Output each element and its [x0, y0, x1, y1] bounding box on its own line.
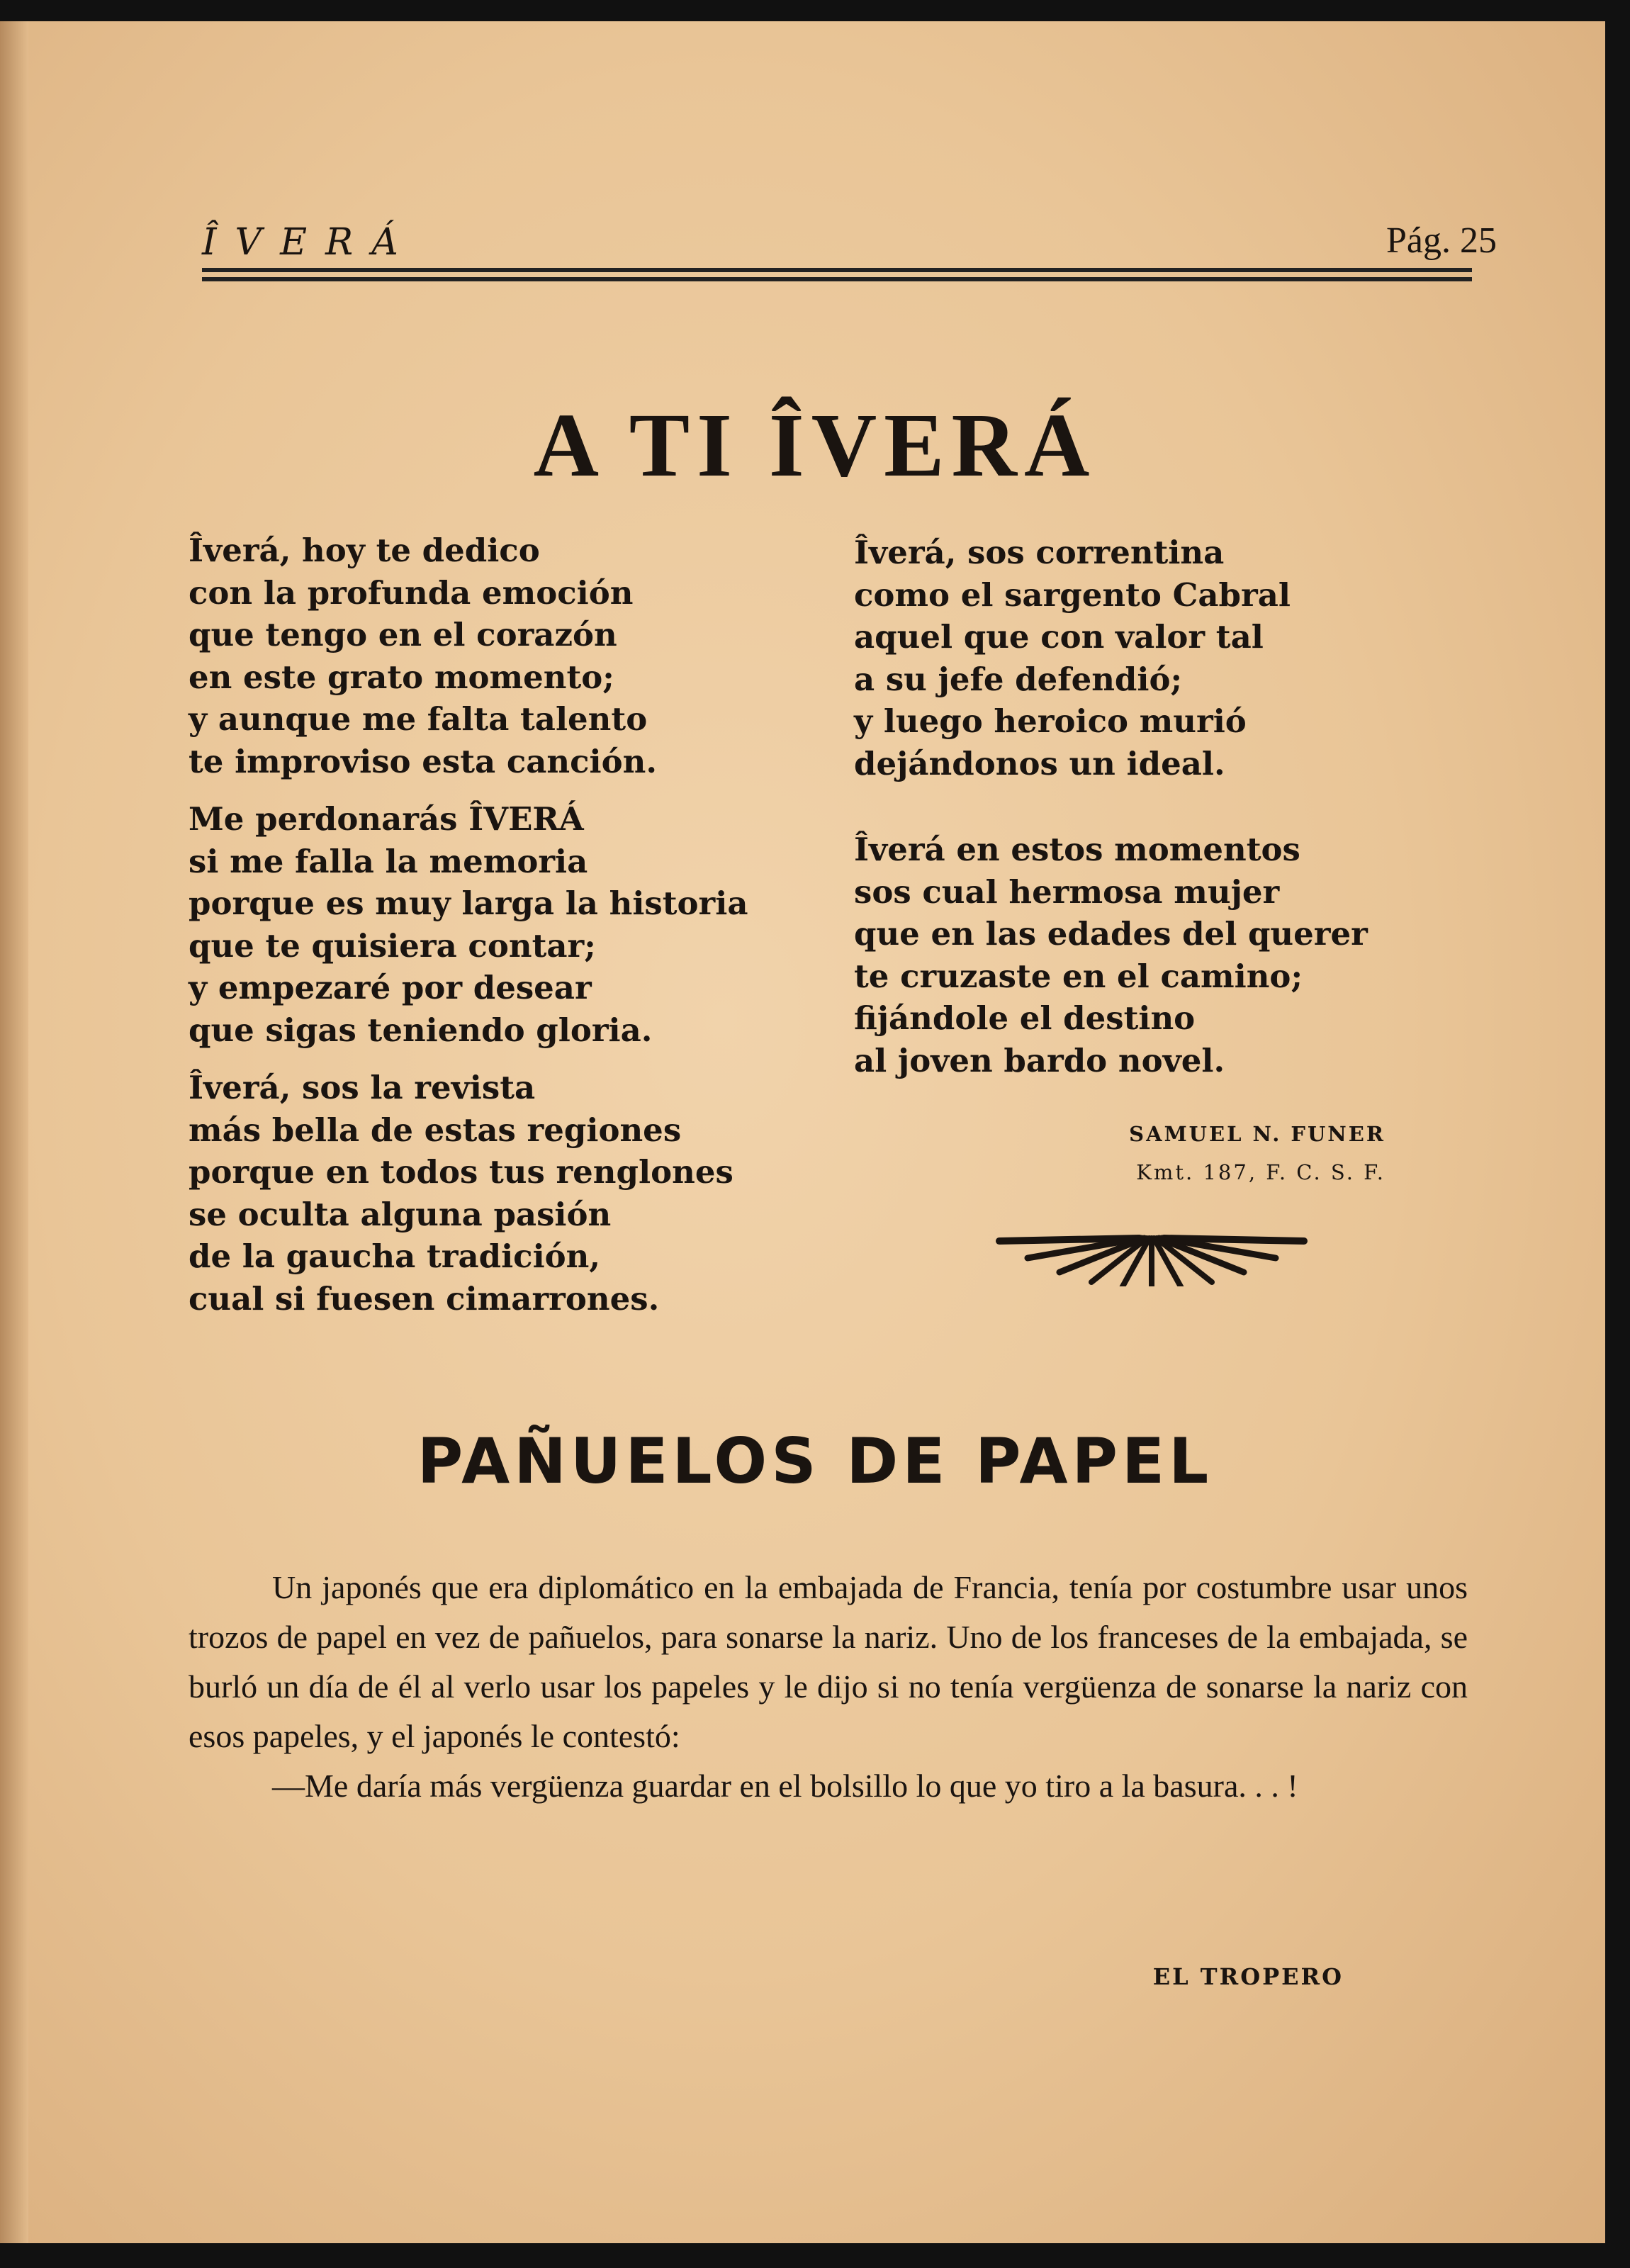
- poem-line: te cruzaste en el camino;: [854, 957, 1303, 995]
- poem-line: que sigas teniendo gloria.: [189, 1011, 653, 1049]
- poem-line: como el sargento Cabral: [854, 576, 1291, 614]
- poem-line: fijándole el destino: [854, 999, 1196, 1037]
- sunburst-ornament-icon: [992, 1230, 1311, 1286]
- header-rule-top: [202, 268, 1472, 272]
- poem-line: que te quisiera contar;: [189, 926, 596, 965]
- poem-line: Îverá en estos momentos: [854, 831, 1300, 868]
- poem-line: y luego heroico murió: [854, 702, 1247, 740]
- poem-line: que en las edades del querer: [854, 915, 1368, 953]
- poem-right-column: [854, 532, 1368, 1097]
- poem-stanza: [854, 829, 1368, 1082]
- article-paragraph: Un japonés que era diplomático en la embajada de Francia, tenía por costumbre usar unos trozos de papel en vez de pañuelos, para sonarse la nariz. Uno de los franceses de la embajada, se burló un día de él al verlo usar los papeles y le dijo si no tenía vergüenza de sonarse la nariz con esos papeles, y el japonés le contestó:: [189, 1569, 1468, 1754]
- running-header-magazine: ÎVERÁ: [202, 221, 417, 264]
- poem-line: si me falla la memoria: [189, 842, 588, 880]
- poem-left-column: [189, 529, 748, 1335]
- poem-stanza: [189, 1067, 748, 1320]
- poem-line: de la gaucha tradición,: [189, 1237, 601, 1275]
- article-paragraph: —Me daría más vergüenza guardar en el bolsillo lo que yo tiro a la basura. . . !: [272, 1768, 1298, 1804]
- poem-line: Îverá, hoy te dedico: [189, 532, 540, 569]
- poem-line: y empezaré por desear: [189, 969, 592, 1006]
- poem-line: Me perdonarás ÎVERÁ: [189, 800, 584, 838]
- poem-line: aquel que con valor tal: [854, 618, 1264, 656]
- poem-line: sos cual hermosa mujer: [854, 872, 1280, 911]
- article-title: PAÑUELOS DE PAPEL: [417, 1425, 1213, 1498]
- poem-line: con la profunda emoción: [189, 573, 634, 612]
- poem-line: dejándonos un ideal.: [854, 744, 1225, 782]
- poem-line: más bella de estas regiones: [189, 1111, 682, 1149]
- ornament-ray: [1164, 1238, 1304, 1241]
- article-body: [189, 1563, 1468, 1811]
- page-number: Pág. 25: [1386, 220, 1497, 261]
- poem-stanza: [189, 798, 748, 1051]
- poem-line: Îverá, sos la revista: [189, 1069, 536, 1106]
- poem-line: se oculta alguna pasión: [189, 1195, 612, 1233]
- poem-line: porque es muy larga la historia: [189, 885, 748, 922]
- poem-stanza: [854, 532, 1368, 785]
- poem-line: porque en todos tus renglones: [189, 1153, 734, 1191]
- poem-title: A TI ÎVERÁ: [533, 395, 1097, 495]
- poem-line: cual si fuesen cimarrones.: [189, 1279, 660, 1318]
- poem-line: Îverá, sos correntina: [854, 534, 1225, 571]
- poem-author: SAMUEL N. FUNER: [1129, 1122, 1386, 1146]
- poem-line: a su jefe defendió;: [854, 660, 1183, 698]
- poem-line: que tengo en el corazón: [189, 616, 617, 653]
- poem-line: y aunque me falta talento: [189, 700, 648, 738]
- poem-line: al joven bardo novel.: [854, 1041, 1225, 1079]
- poem-author-place: Kmt. 187, F. C. S. F.: [1136, 1160, 1386, 1184]
- poem-line: en este grato momento;: [189, 658, 614, 696]
- poem-stanza: [189, 529, 748, 782]
- article-signoff: EL TROPERO: [1152, 1963, 1344, 1990]
- header-rule-bottom: [202, 277, 1472, 281]
- page-spine-shadow: [0, 21, 28, 2243]
- poem-line: te improviso esta canción.: [189, 742, 657, 780]
